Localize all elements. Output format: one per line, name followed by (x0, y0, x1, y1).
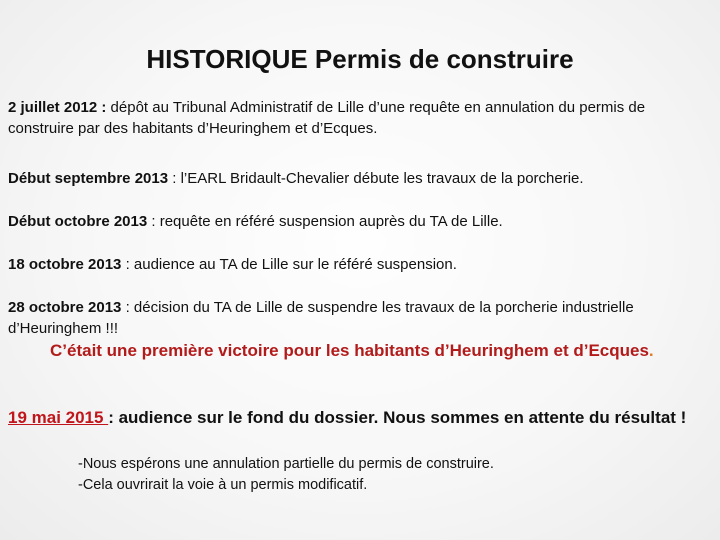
entry-text: : requête en référé suspension auprès du TA de Lille. (147, 213, 503, 230)
note-item: -Nous espérons une annulation partielle du permis de construire. (78, 456, 494, 472)
entry-28-oct-2013 (8, 297, 708, 339)
hearing-text: : audience sur le fond du dossier. Nous sommes en attente du résultat ! (108, 408, 687, 427)
note-item: -Cela ouvrirait la voie à un permis modificatif. (78, 477, 368, 493)
notes-list (78, 454, 698, 496)
entry-text: : audience au TA de Lille sur le référé suspension. (121, 256, 457, 273)
entry-date: 18 octobre 2013 (8, 256, 122, 273)
entry-oct-2013 (8, 211, 708, 232)
entry-text: : décision du TA de Lille de suspendre les travaux de la porcherie industrielle d’Heuringhem !!! (8, 299, 634, 337)
entry-date: 2 juillet 2012 : (8, 99, 107, 116)
entry-18-oct-2013 (8, 254, 708, 275)
victory-end: . (648, 341, 654, 360)
entry-text: dépôt au Tribunal Administratif de Lille d’une requête en annulation du permis de construire par des habitants d’Heuringhem et d’Ecques. (8, 99, 646, 137)
entry-date: Début septembre 2013 (8, 170, 169, 187)
hearing-date: 19 mai 2015 (8, 408, 109, 427)
victory-text: C’était une première victoire pour les habitants d’Heuringhem et d’Ecques (50, 341, 649, 360)
entry-date: Début octobre 2013 (8, 213, 148, 230)
entry-date: 28 octobre 2013 (8, 299, 122, 316)
entry-text: : l’EARL Bridault-Chevalier débute les travaux de la porcherie. (168, 170, 584, 187)
victory-statement (50, 341, 710, 361)
entry-2012 (8, 97, 708, 139)
entry-sept-2013 (8, 168, 708, 189)
page-title: HISTORIQUE Permis de construire (146, 44, 574, 74)
hearing-2015 (8, 408, 720, 428)
